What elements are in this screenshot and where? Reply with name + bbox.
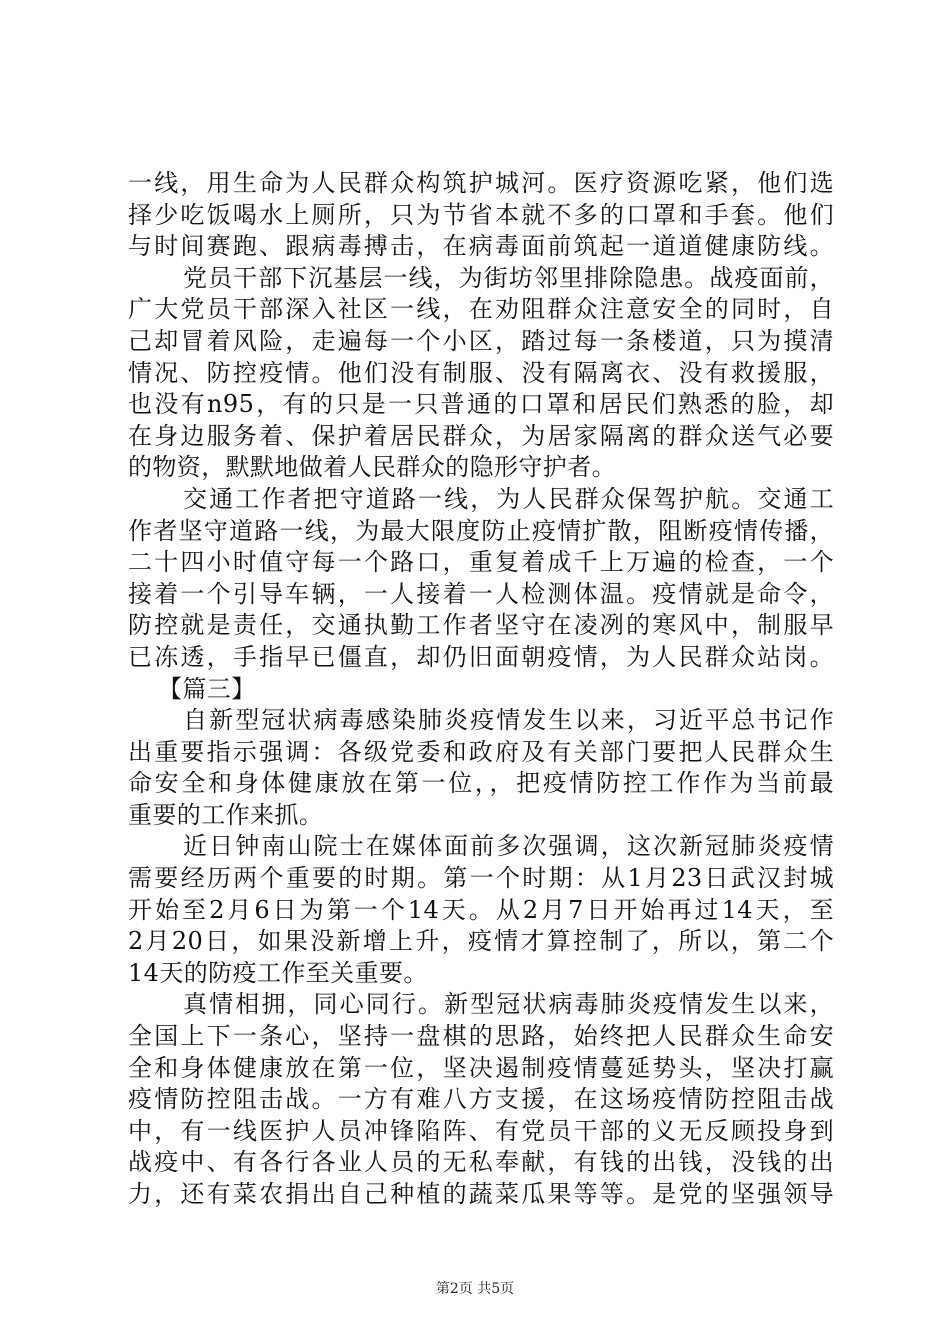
text-line: 一线，用生命为人民群众构筑护城河。医疗资源吃紧，他们选 [128, 169, 834, 197]
text-line: 近日钟南山院士在媒体面前多次强调，这次新冠肺炎疫情 [183, 832, 834, 861]
text-line: 防控就是责任，交通执勤工作者坚守在凌冽的寒风中，制服早 [128, 611, 834, 640]
text-line: 二十四小时值守每一个路口，重复着成千上万遍的检查，一个 [128, 548, 834, 577]
text-line: 需要经历两个重要的时期。第一个时期：从1月23日武汉封城 [128, 864, 834, 893]
text-line: 全和身体健康放在第一位，坚决遏制疫情蔓延势头，坚决打赢 [128, 1053, 834, 1082]
text-line: 已冻透，手指早已僵直，却仍旧面朝疫情，为人民群众站岗。 [128, 642, 834, 671]
document-body [128, 168, 834, 1211]
text-line: 自新型冠状病毒感染肺炎疫情发生以来，习近平总书记作 [183, 706, 834, 735]
text-line: 择少吃饭喝水上厕所，只为节省本就不多的口罩和手套。他们 [128, 200, 834, 229]
text-line: 中，有一线医护人员冲锋陷阵、有党员干部的义无反顾投身到 [128, 1116, 834, 1145]
text-line: 14天的防疫工作至关重要。 [128, 958, 428, 987]
text-line: 全国上下一条心，坚持一盘棋的思路，始终把人民群众生命安 [128, 1022, 834, 1051]
text-line: 命安全和身体健康放在第一位，，把疫情防控工作作为当前最 [128, 769, 834, 798]
text-line: 的物资，默默地做着人民群众的隐形守护者。 [128, 453, 616, 482]
text-line: 开始至2月6日为第一个14天。从2月7日开始再过14天，至 [128, 895, 834, 924]
page-number-footer: 第2页 共5页 [435, 1281, 515, 1297]
text-line: 接着一个引导车辆，一人接着一人检测体温。疫情就是命令， [128, 579, 834, 608]
text-line: 2月20日，如果没新增上升，疫情才算控制了，所以，第二个 [128, 927, 834, 956]
text-line: 在身边服务着、保护着居民群众，为居家隔离的群众送气必要 [128, 421, 834, 450]
text-line: 重要的工作来抓。 [128, 800, 324, 829]
text-line: 疫情防控阻击战。一方有难八方支援，在这场疫情防控阻击战 [128, 1085, 834, 1114]
text-line: 真情相拥，同心同行。新型冠状病毒肺炎疫情发生以来， [183, 990, 834, 1019]
text-line: 己却冒着风险，走遍每一个小区，踏过每一条楼道，只为摸清 [128, 326, 834, 355]
text-line: 交通工作者把守道路一线，为人民群众保驾护航。交通工 [183, 484, 834, 513]
text-line: 党员干部下沉基层一线，为街坊邻里排除隐患。战疫面前， [183, 263, 834, 292]
text-line: 情况、防控疫情。他们没有制服、没有隔离衣、没有救援服， [128, 358, 834, 387]
text-line: 出重要指示强调：各级党委和政府及有关部门要把人民群众生 [128, 737, 834, 766]
text-line: 与时间赛跑、跟病毒搏击，在病毒面前筑起一道道健康防线。 [128, 232, 834, 261]
text-line: 战疫中、有各行各业人员的无私奉献，有钱的出钱，没钱的出 [128, 1148, 834, 1177]
text-line: 力，还有菜农捐出自己种植的蔬菜瓜果等等。是党的坚强领导 [128, 1180, 834, 1208]
text-line: 作者坚守道路一线，为最大限度防止疫情扩散，阻断疫情传播， [128, 516, 834, 545]
text-line: 也没有n95，有的只是一只普通的口罩和居民们熟悉的脸，却 [128, 390, 834, 419]
text-line: 广大党员干部深入社区一线，在劝阻群众注意安全的同时，自 [128, 295, 834, 324]
section-heading: 【篇三】 [158, 674, 256, 703]
